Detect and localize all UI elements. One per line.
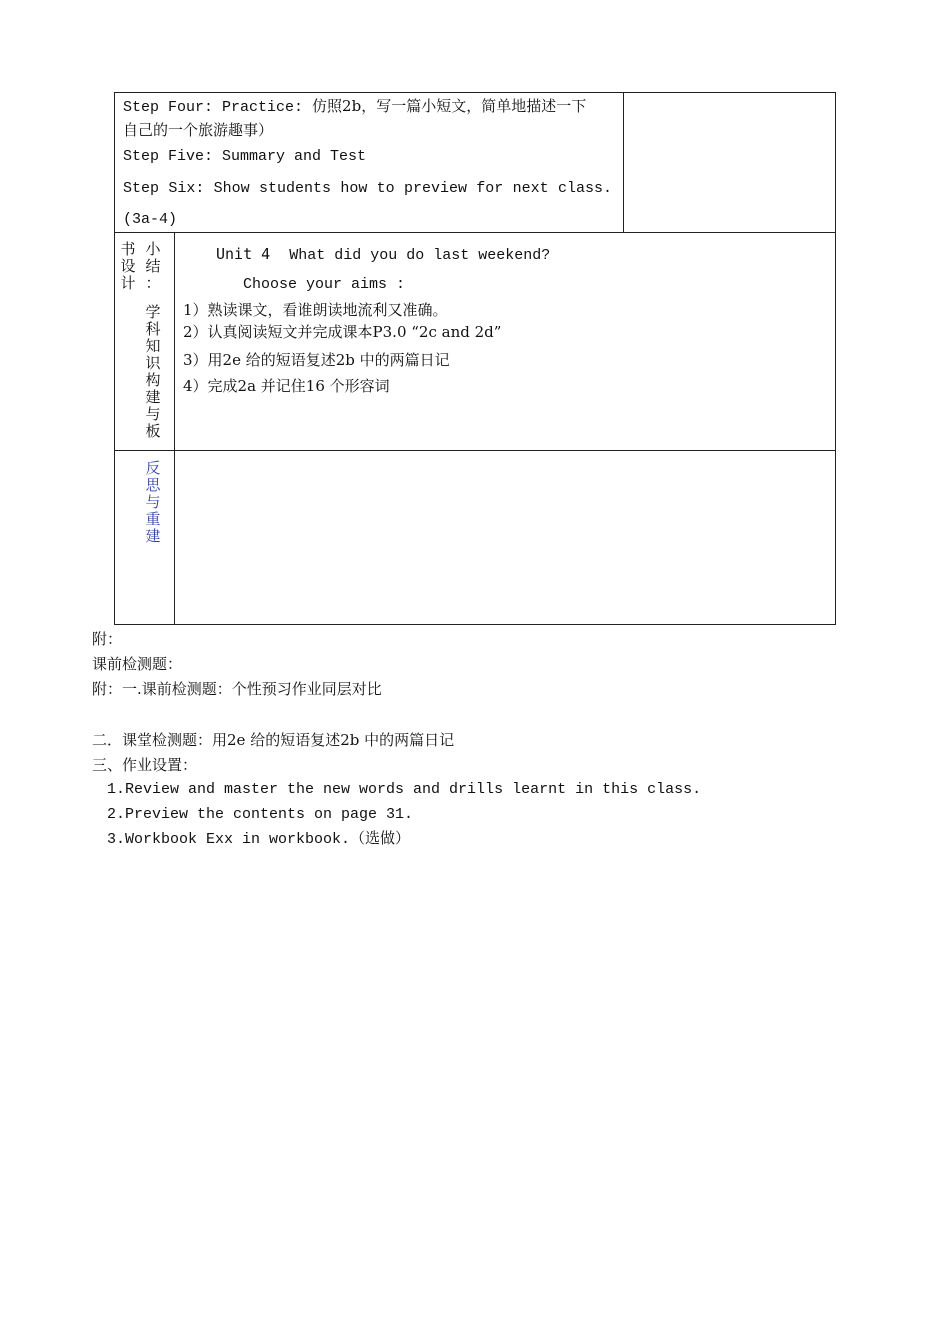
- step-six-word: Step: [123, 180, 160, 197]
- appendix-item3: 三、作业设置：: [92, 756, 198, 774]
- step-six-word: class.: [557, 180, 612, 197]
- homework-item: 1.Review and master the new words and drills learnt in this class.: [107, 781, 702, 798]
- unit-label: Unit 4: [216, 245, 271, 263]
- aims-title: Choose your aims :: [243, 276, 406, 293]
- step-six-word: Show: [213, 180, 250, 197]
- step-five-line: Step Five: Summary and Test: [123, 148, 367, 165]
- step-six-word: to: [376, 180, 395, 197]
- step-four-line2: 自己的一个旅游趣事）: [123, 121, 274, 139]
- step-six-word: next: [512, 180, 549, 197]
- step-four-line: [123, 96, 586, 118]
- unit-title: What did you do last weekend?: [289, 247, 551, 264]
- aim-item: 2）认真阅读短文并完成课本P3.0 “2c and 2d”: [183, 323, 502, 341]
- step-four-label: Step Four: Practice:: [123, 99, 304, 116]
- row-divider-2: [114, 450, 836, 451]
- step-six-word: preview: [403, 180, 467, 197]
- aim-item: 1）熟读课文，看谁朗读地流利又准确。: [183, 301, 448, 319]
- board-label-col2b: 学 科 知 识 构 建 与 板: [145, 303, 161, 440]
- appendix-fu: 附：: [92, 630, 123, 648]
- table-border-left: [114, 92, 115, 625]
- homework-item: 2.Preview the contents on page 31.: [107, 806, 414, 823]
- step-six-word: for: [476, 180, 504, 197]
- reflection-label: 反 思 与 重 建: [145, 459, 161, 545]
- table-border-bottom: [114, 624, 836, 625]
- appendix-pre-check: 课前检测题：: [92, 655, 183, 673]
- row-divider-1: [114, 232, 836, 233]
- step-six-word: students: [258, 180, 331, 197]
- board-label-col1: 书 设 计: [120, 240, 136, 292]
- step-six-word: how: [340, 180, 368, 197]
- label-column-divider: [174, 232, 175, 625]
- aim-item: 3）用2e 给的短语复述2b 中的两篇日记: [183, 351, 450, 369]
- appendix-item1: 附：一.课前检测题：个性预习作业同层对比: [92, 680, 382, 698]
- step-four-text: 仿照2b，写一篇小短文，简单地描述一下: [312, 97, 587, 115]
- aim-item: 4）完成2a 并记住16 个形容词: [183, 377, 390, 395]
- step-six-line2: (3a-4): [123, 211, 178, 228]
- step-six-line: [123, 179, 612, 199]
- unit-heading: [216, 244, 550, 266]
- board-label-col2: 小 结 ：: [145, 240, 161, 292]
- step-six-word: Six:: [168, 180, 205, 197]
- table-border-right: [835, 92, 836, 625]
- table-border-top: [114, 92, 836, 93]
- homework-item: 3.Workbook Exx in workbook.（选做）: [107, 831, 411, 848]
- appendix-item2: 二．课堂检测题：用2e 给的短语复述2b 中的两篇日记: [92, 731, 455, 749]
- row1-divider-vertical: [623, 92, 624, 233]
